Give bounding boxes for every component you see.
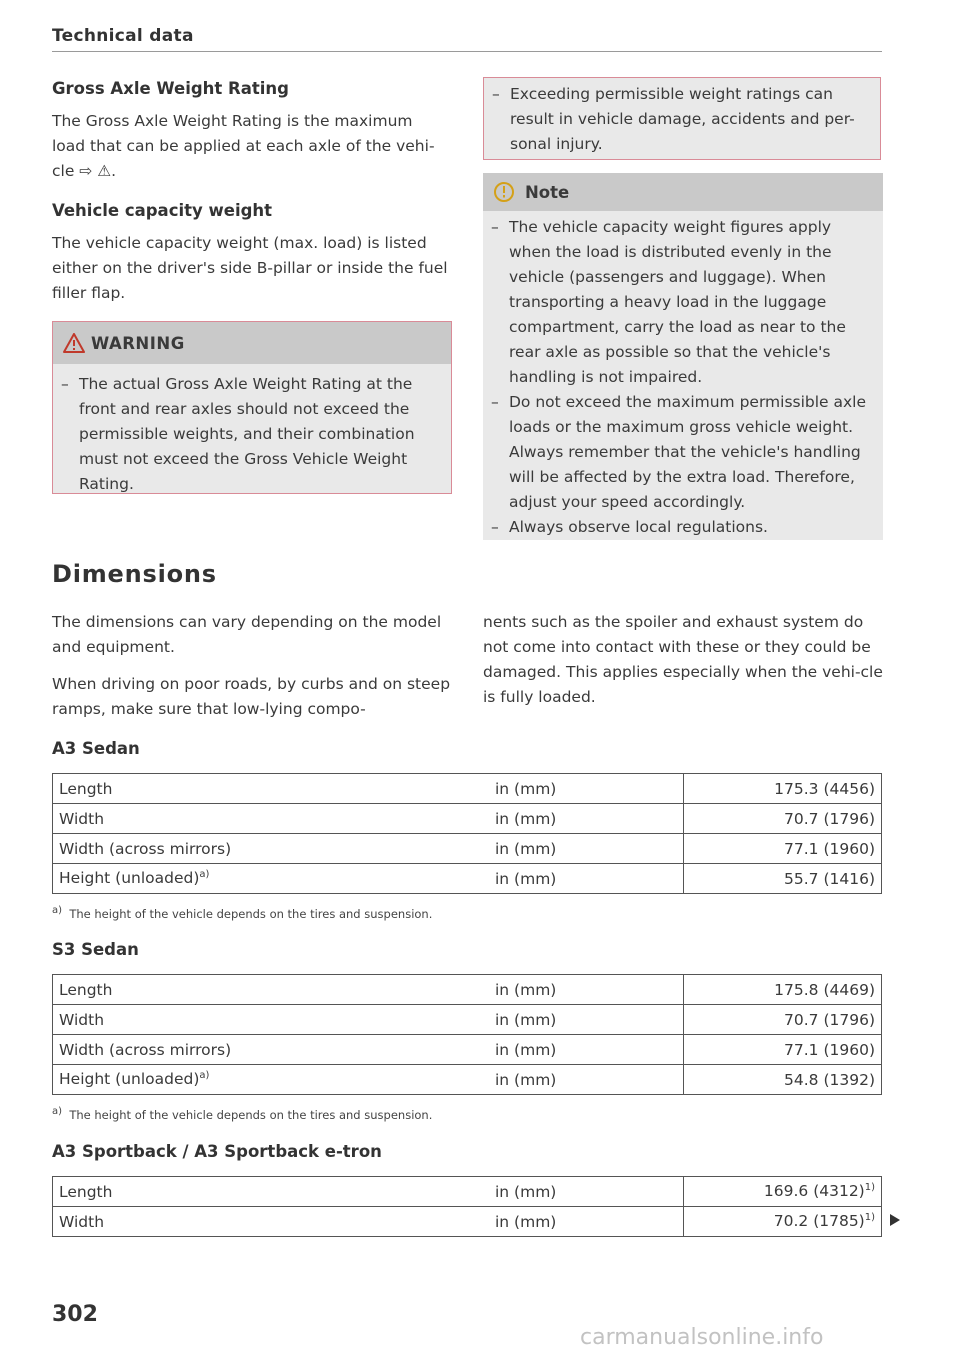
s3-sedan-table [52,974,882,1095]
row-label: Width [53,804,484,834]
table-row [53,1207,882,1237]
footnote-ref: 1) [864,1182,875,1194]
dimensions-para2-left: When driving on poor roads, by curbs and on steep ramps, make sure that low-lying compo- [52,675,451,718]
row-unit: in (mm) [483,774,684,804]
footnote-ref: a) [199,1070,210,1082]
row-unit: in (mm) [483,975,684,1005]
row-label: Width [53,1207,484,1237]
row-value: 70.7 (1796) [684,1005,882,1035]
header-divider [52,51,882,52]
table-row [53,1065,882,1095]
row-unit: in (mm) [483,1207,684,1237]
row-unit: in (mm) [483,1177,684,1207]
gawr-heading: Gross Axle Weight Rating [52,79,289,98]
row-label: Length [53,1177,484,1207]
table-row [53,1035,882,1065]
table-row [53,834,882,864]
row-unit: in (mm) [483,834,684,864]
gawr-text: The Gross Axle Weight Rating is the maximum load that can be applied at each axle of the vehi-cle ⇨ ⚠. [52,112,435,180]
note-item: – Do not exceed the maximum permissible axle loads or the maximum gross vehicle weight. Always remember that the vehicle's handling will be affected by the extra load. Therefore, adjust your speed accordingly. [483,390,871,515]
row-value: 175.8 (4469) [684,975,882,1005]
page-header-title: Technical data [52,26,194,46]
left-column [52,74,450,306]
footnote-ref: 1) [864,1212,875,1224]
note-header [483,173,883,211]
warning-label: WARNING [91,333,185,353]
row-value [684,1177,882,1207]
row-label-text: Height (unloaded) [59,869,200,888]
row-value: 77.1 (1960) [684,1035,882,1065]
footnote-mark: a) [52,905,63,916]
row-label: Length [53,774,484,804]
table-row [53,975,882,1005]
row-value-text: 169.6 (4312) [763,1182,865,1201]
warning-box [52,321,452,494]
dimensions-right-text [483,610,885,710]
row-value: 54.8 (1392) [684,1065,882,1095]
s3-sedan-footnote [52,1106,432,1122]
footnote-mark: a) [52,1106,63,1117]
row-unit: in (mm) [483,804,684,834]
row-label: Length [53,975,484,1005]
row-value [684,1207,882,1237]
s3-sedan-heading: S3 Sedan [52,940,139,959]
page-number: 302 [52,1302,98,1327]
row-label-text: Height (unloaded) [59,1070,200,1089]
footnote-text: The height of the vehicle depends on the tires and suspension. [69,906,433,921]
row-label: Width (across mirrors) [53,834,484,864]
dimensions-title: Dimensions [52,560,217,588]
capacity-text: The vehicle capacity weight (max. load) is listed either on the driver's side B-pillar or inside the fuel filler flap. [52,234,448,302]
dimensions-para2-right: nents such as the spoiler and exhaust system do not come into contact with these or they could be damaged. This applies especially when the vehi-cle is fully loaded. [483,613,883,706]
warning-header [53,322,451,364]
row-unit: in (mm) [483,1035,684,1065]
note-item: – Always observe local regulations. [483,515,871,540]
table-row [53,864,882,894]
a3-sedan-footnote [52,905,432,921]
row-value: 70.7 (1796) [684,804,882,834]
row-value-text: 70.2 (1785) [773,1212,865,1231]
row-value: 175.3 (4456) [684,774,882,804]
watermark: carmanualsonline.info [580,1325,824,1350]
row-unit: in (mm) [483,1065,684,1095]
warning-triangle-icon [63,333,85,353]
row-value: 77.1 (1960) [684,834,882,864]
row-label [53,1065,484,1095]
dimensions-left-text [52,610,454,722]
table-row [53,774,882,804]
note-circle-icon [493,181,515,203]
footnote-ref: a) [199,869,210,881]
table-row [53,1005,882,1035]
warning-continued-box [483,77,881,160]
row-value: 55.7 (1416) [684,864,882,894]
sportback-heading: A3 Sportback / A3 Sportback e-tron [52,1142,382,1161]
warning-continued-item: – Exceeding permissible weight ratings can result in vehicle damage, accidents and per-sonal injury. [484,82,880,157]
note-item: – The vehicle capacity weight figures apply when the load is distributed evenly in the vehicle (passengers and luggage). When transporting a heavy load in the luggage compartment, carry the load as near to the rear axle as possible so that the vehicle's handling is not impaired. [483,215,871,390]
note-box [483,173,883,540]
dimensions-para1: The dimensions can vary depending on the model and equipment. [52,613,442,656]
note-label: Note [525,182,570,202]
row-unit: in (mm) [483,864,684,894]
a3-sedan-table [52,773,882,894]
continue-arrow-icon [888,1213,902,1227]
row-label: Width [53,1005,484,1035]
warning-item: – The actual Gross Axle Weight Rating at the front and rear axles should not exceed the permissible weights, and their combination must not exceed the Gross Vehicle Weight Rating. [53,372,439,497]
sportback-table [52,1176,882,1237]
row-unit: in (mm) [483,1005,684,1035]
capacity-heading: Vehicle capacity weight [52,201,273,220]
table-row [53,804,882,834]
a3-sedan-heading: A3 Sedan [52,739,140,758]
row-label: Width (across mirrors) [53,1035,484,1065]
table-row [53,1177,882,1207]
row-label [53,864,484,894]
footnote-text: The height of the vehicle depends on the tires and suspension. [69,1107,433,1122]
